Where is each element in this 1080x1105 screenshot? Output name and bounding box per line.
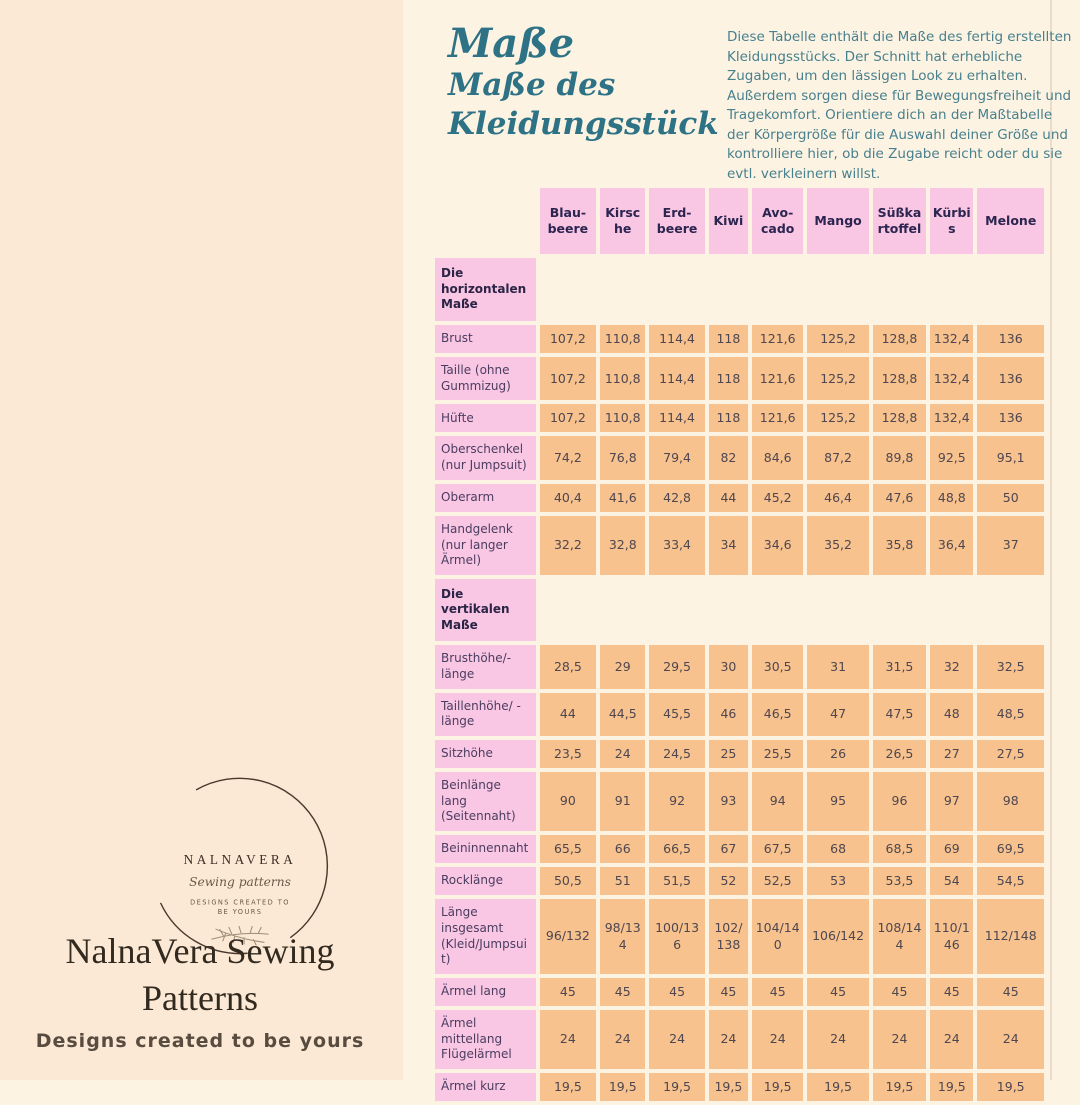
measurement-cell: 19,5 [540,1073,596,1101]
measurement-cell: 45 [600,978,645,1006]
measurement-cell: 66,5 [649,835,704,863]
measurement-cell: 32,8 [600,516,645,575]
measurement-cell: 95 [807,772,868,831]
measurement-cell: 107,2 [540,325,596,353]
row-label: Beininnennaht [435,835,536,863]
measurement-cell: 76,8 [600,436,645,479]
measurement-cell: 100/136 [649,899,704,973]
row-label: Handgelenk (nur langer Ärmel) [435,516,536,575]
section-row-spacer [540,258,1044,321]
measurement-cell: 136 [977,357,1044,400]
table-row [435,1010,1044,1069]
measurement-cell: 96 [873,772,926,831]
measurement-cell: 52,5 [752,867,803,895]
size-table-body [435,188,1044,1101]
measurement-cell: 98/134 [600,899,645,973]
measurement-cell: 36,4 [930,516,973,575]
logo-sub-line1: DESIGNS CREATED TO [190,898,290,907]
measurement-cell: 24,5 [649,740,704,768]
measurement-cell: 112/148 [977,899,1044,973]
size-table [431,184,1048,1105]
row-label: Länge insgesamt (Kleid/Jumpsuit) [435,899,536,973]
measurement-cell: 30 [709,645,748,688]
row-label: Sitzhöhe [435,740,536,768]
measurement-cell: 50,5 [540,867,596,895]
measurement-cell: 107,2 [540,357,596,400]
measurement-cell: 125,2 [807,357,868,400]
measurement-cell: 19,5 [977,1073,1044,1101]
table-row [435,357,1044,400]
row-label: Rocklänge [435,867,536,895]
measurement-cell: 25,5 [752,740,803,768]
measurement-cell: 28,5 [540,645,596,688]
row-label: Ärmel kurz [435,1073,536,1101]
measurement-cell: 45 [977,978,1044,1006]
measurement-cell: 118 [709,404,748,432]
measurement-cell: 132,4 [930,357,973,400]
measurement-cell: 136 [977,404,1044,432]
measurement-cell: 65,5 [540,835,596,863]
measurement-cell: 51,5 [649,867,704,895]
row-label: Hüfte [435,404,536,432]
measurement-cell: 24 [649,1010,704,1069]
measurement-cell: 45,2 [752,484,803,512]
measurement-cell: 104/140 [752,899,803,973]
measurement-cell: 50 [977,484,1044,512]
measurement-cell: 45 [709,978,748,1006]
measurement-cell: 67 [709,835,748,863]
measurement-cell: 89,8 [873,436,926,479]
measurement-cell: 35,8 [873,516,926,575]
measurement-cell: 69 [930,835,973,863]
table-row [435,325,1044,353]
measurement-cell: 97 [930,772,973,831]
table-row [435,740,1044,768]
measurement-cell: 47,5 [873,693,926,736]
row-label: Taille (ohne Gummizug) [435,357,536,400]
table-row [435,978,1044,1006]
logo-name: NALNAVERA [183,851,297,867]
measurement-cell: 92 [649,772,704,831]
measurement-cell: 66 [600,835,645,863]
measurement-cell: 32,2 [540,516,596,575]
measurement-cell: 94 [752,772,803,831]
measurement-cell: 106/142 [807,899,868,973]
measurement-cell: 32 [930,645,973,688]
measurement-cell: 110/146 [930,899,973,973]
measurement-cell: 102/138 [709,899,748,973]
measurement-cell: 107,2 [540,404,596,432]
measurement-cell: 34,6 [752,516,803,575]
measurement-cell: 45 [649,978,704,1006]
brand-tagline: Designs created to be yours [35,1030,365,1052]
measurement-cell: 79,4 [649,436,704,479]
measurement-cell: 44 [709,484,748,512]
page-title-line2: Maße des Kleidungsstück [448,67,719,142]
measurement-cell: 46 [709,693,748,736]
column-header: Süßkartoffel [873,188,926,254]
logo-sub-line2: BE YOURS [217,907,263,916]
measurement-cell: 23,5 [540,740,596,768]
table-row [435,404,1044,432]
measurement-cell: 125,2 [807,325,868,353]
column-header: Erd-beere [649,188,704,254]
measurement-cell: 110,8 [600,404,645,432]
measurement-cell: 24 [540,1010,596,1069]
measurement-cell: 40,4 [540,484,596,512]
brand-title: NalnaVera Sewing Patterns [65,931,335,1018]
measurement-cell: 82 [709,436,748,479]
measurement-cell: 37 [977,516,1044,575]
column-header: Mango [807,188,868,254]
measurement-cell: 114,4 [649,404,704,432]
measurement-cell: 128,8 [873,357,926,400]
measurement-cell: 25 [709,740,748,768]
measurement-cell: 29 [600,645,645,688]
row-label: Brust [435,325,536,353]
table-row [435,1073,1044,1101]
measurement-cell: 68,5 [873,835,926,863]
row-label: Oberarm [435,484,536,512]
measurement-cell: 121,6 [752,325,803,353]
measurement-cell: 47,6 [873,484,926,512]
column-header: Kirsche [600,188,645,254]
measurement-cell: 132,4 [930,404,973,432]
measurement-cell: 34 [709,516,748,575]
column-header: Kiwi [709,188,748,254]
measurement-cell: 136 [977,325,1044,353]
section-row [435,579,1044,642]
measurement-cell: 45 [807,978,868,1006]
measurement-cell: 118 [709,357,748,400]
measurement-cell: 45,5 [649,693,704,736]
measurement-cell: 68 [807,835,868,863]
measurement-cell: 24 [600,1010,645,1069]
measurement-cell: 93 [709,772,748,831]
measurement-cell: 54 [930,867,973,895]
measurement-cell: 27 [930,740,973,768]
measurement-cell: 33,4 [649,516,704,575]
table-row [435,693,1044,736]
measurement-cell: 48 [930,693,973,736]
table-row [435,645,1044,688]
measurement-cell: 74,2 [540,436,596,479]
measurement-cell: 114,4 [649,357,704,400]
measurement-cell: 48,5 [977,693,1044,736]
table-corner-blank [435,188,536,254]
measurement-cell: 19,5 [930,1073,973,1101]
measurement-cell: 91 [600,772,645,831]
section-row-label: Die vertikalen Maße [435,579,536,642]
measurement-cell: 26,5 [873,740,926,768]
measurement-cell: 19,5 [709,1073,748,1101]
measurement-cell: 31,5 [873,645,926,688]
measurement-cell: 108/144 [873,899,926,973]
measurement-cell: 69,5 [977,835,1044,863]
measurement-cell: 24 [930,1010,973,1069]
measurement-cell: 24 [977,1010,1044,1069]
row-label: Beinlänge lang (Seitennaht) [435,772,536,831]
measurement-cell: 114,4 [649,325,704,353]
measurement-cell: 31 [807,645,868,688]
measurement-cell: 53 [807,867,868,895]
table-row [435,835,1044,863]
table-row [435,436,1044,479]
table-row [435,899,1044,973]
row-label: Taillenhöhe/ -länge [435,693,536,736]
row-label: Oberschenkel (nur Jumpsuit) [435,436,536,479]
measurement-cell: 110,8 [600,357,645,400]
column-header: Blau-beere [540,188,596,254]
measurement-cell: 48,8 [930,484,973,512]
page-title-line1: Maße [448,20,575,67]
column-header: Melone [977,188,1044,254]
measurement-cell: 132,4 [930,325,973,353]
measurement-cell: 46,5 [752,693,803,736]
row-label: Ärmel mittellang Flügelärmel [435,1010,536,1069]
measurement-cell: 44,5 [600,693,645,736]
table-row [435,516,1044,575]
row-label: Brusthöhe/-länge [435,645,536,688]
measurement-cell: 41,6 [600,484,645,512]
measurement-cell: 54,5 [977,867,1044,895]
section-row-spacer [540,579,1044,642]
measurement-cell: 24 [709,1010,748,1069]
measurement-cell: 24 [807,1010,868,1069]
measurement-cell: 44 [540,693,596,736]
measurement-cell: 24 [600,740,645,768]
header-row [435,188,1044,254]
measurement-cell: 128,8 [873,325,926,353]
measurement-cell: 90 [540,772,596,831]
measurement-cell: 121,6 [752,404,803,432]
measurement-cell: 26 [807,740,868,768]
section-row-label: Die horizontalen Maße [435,258,536,321]
measurement-cell: 128,8 [873,404,926,432]
measurement-cell: 27,5 [977,740,1044,768]
measurement-cell: 87,2 [807,436,868,479]
measurement-cell: 29,5 [649,645,704,688]
measurement-cell: 30,5 [752,645,803,688]
measurement-cell: 19,5 [649,1073,704,1101]
measurement-cell: 42,8 [649,484,704,512]
measurement-cell: 96/132 [540,899,596,973]
measurement-cell: 35,2 [807,516,868,575]
measurement-cell: 95,1 [977,436,1044,479]
measurement-cell: 47 [807,693,868,736]
measurement-cell: 53,5 [873,867,926,895]
table-row [435,772,1044,831]
measurement-cell: 52 [709,867,748,895]
column-header: Avo-cado [752,188,803,254]
measurement-cell: 45 [540,978,596,1006]
measurement-cell: 84,6 [752,436,803,479]
measurement-cell: 24 [752,1010,803,1069]
measurement-cell: 32,5 [977,645,1044,688]
measurement-cell: 24 [873,1010,926,1069]
logo-script: Sewing patterns [189,875,291,890]
page-title [448,22,738,144]
section-row [435,258,1044,321]
measurement-cell: 67,5 [752,835,803,863]
column-header: Kürbis [930,188,973,254]
table-row [435,484,1044,512]
size-table-container [431,184,1056,1105]
measurement-cell: 125,2 [807,404,868,432]
measurement-cell: 19,5 [807,1073,868,1101]
measurement-cell: 98 [977,772,1044,831]
measurement-cell: 19,5 [600,1073,645,1101]
measurement-cell: 19,5 [752,1073,803,1101]
measurement-cell: 45 [930,978,973,1006]
intro-paragraph: Diese Tabelle enthält die Maße des fertig erstellten Kleidungsstücks. Der Schnitt hat erhebliche Zugaben, um den lässigen Look zu erhalten. Außerdem sorgen diese für Bewegungsfreiheit und Tragekomfort. Orientiere dich an der Maßtabelle der Körpergröße für die Auswahl deiner Größe und kontrolliere hier, ob die Zugabe reicht oder du sie evtl. verkleinern willst. [727,29,1072,182]
measurement-cell: 51 [600,867,645,895]
measurement-cell: 92,5 [930,436,973,479]
measurement-cell: 118 [709,325,748,353]
measurement-cell: 110,8 [600,325,645,353]
measurement-cell: 121,6 [752,357,803,400]
measurement-cell: 45 [752,978,803,1006]
measurement-cell: 46,4 [807,484,868,512]
row-label: Ärmel lang [435,978,536,1006]
measurement-cell: 45 [873,978,926,1006]
measurement-cell: 19,5 [873,1073,926,1101]
table-row [435,867,1044,895]
